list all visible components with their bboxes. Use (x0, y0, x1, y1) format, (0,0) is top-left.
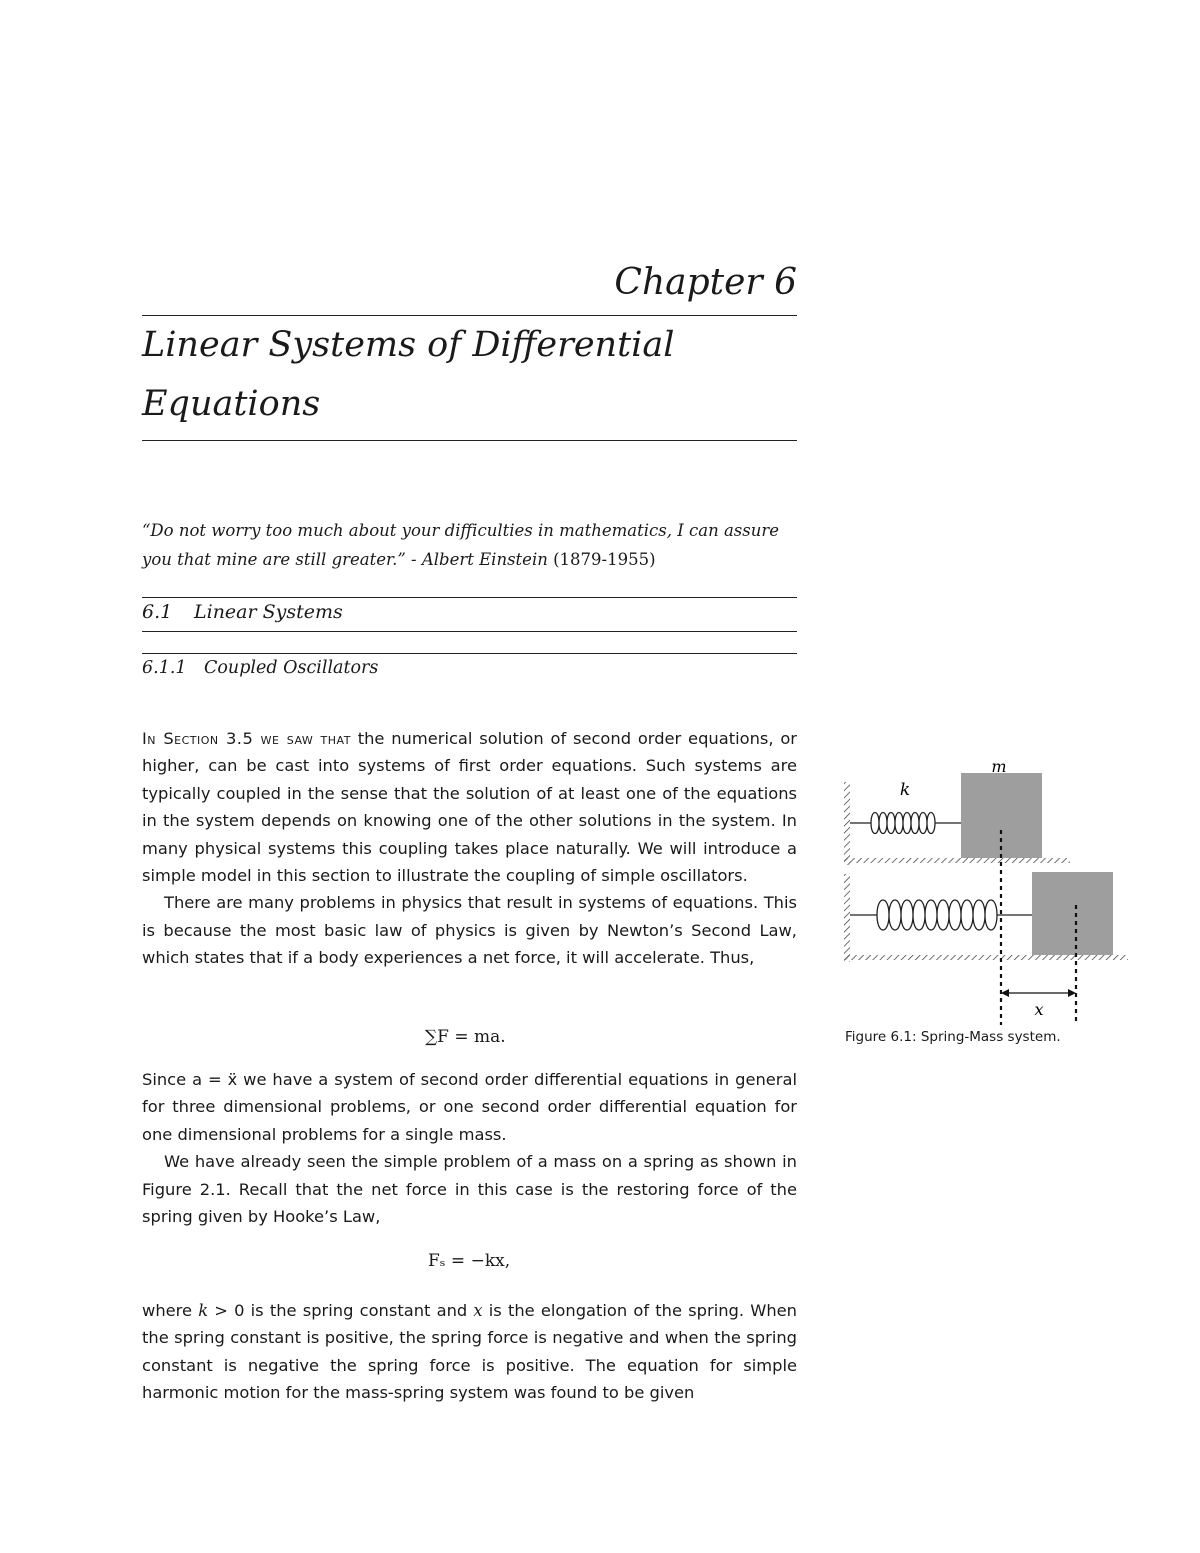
chapter-rule-bottom (142, 440, 797, 441)
paragraph-1-body: the numerical solution of second order equations, or higher, can be cast into systems of first order equations. Such systems are typically coupled in the sense that the solution of at least one of the equations in the system depends on knowing one of the other solutions in the system. In many physical systems this coupling takes place naturally. We will introduce a simple model in this section to illustrate the coupling of simple oscillators. (142, 729, 797, 886)
paragraph-2: There are many problems in physics that result in systems of equations. This is because the most basic law of physics is given by Newton’s Second Law, which states that if a body experiences a net force, it will accelerate. Thus, (142, 893, 797, 968)
subsection-number: 6.1.1 (142, 658, 187, 678)
figure-caption: Figure 6.1: Spring-Mass system. (845, 1029, 1061, 1045)
lower-spring-system (844, 872, 1128, 962)
spring-mass-figure (835, 375, 1135, 1025)
displacement-label: x (1034, 1000, 1044, 1019)
paragraph-1 (142, 725, 797, 889)
section-title: Linear Systems (194, 601, 343, 623)
subsection-title: Coupled Oscillators (204, 658, 379, 678)
paragraph-5-x: x (473, 1301, 483, 1320)
paragraph-5-part-b: > 0 is the spring constant and (208, 1301, 474, 1320)
paragraph-5-part-a: where (142, 1301, 199, 1320)
paragraph-4: We have already seen the simple problem of a mass on a spring as shown in Figure 2.1. Recall that the net force in this case is the restoring force of the spring given by Hooke’s Law, (142, 1152, 797, 1227)
paragraph-5 (142, 1297, 797, 1407)
paragraph-5-part-c: is the elongation of the spring. When the spring constant is positive, the spring force is negative and when the spring constant is negative the spring force is positive. The equation for simple harmonic motion for the mass-spring system was found to be given (142, 1301, 797, 1403)
epigraph (142, 516, 797, 574)
upper-spring (850, 813, 961, 834)
chapter-title-line-1: Linear Systems of Differential (142, 325, 675, 365)
spring-constant-label: k (899, 780, 911, 800)
paragraph-1-lead: In Section 3.5 we saw that (142, 729, 351, 748)
upper-mass (961, 773, 1042, 858)
body-block-2 (142, 1066, 797, 1230)
chapter-label: Chapter 6 (614, 262, 797, 303)
arrow-head-left (1001, 989, 1009, 997)
body-block-1 (142, 725, 797, 972)
chapter-rule-top (142, 315, 797, 316)
section-rule-top (142, 597, 797, 598)
chapter-title-line-2: Equations (142, 384, 321, 424)
upper-wall (844, 782, 850, 865)
paragraph-3: Since a = ẍ we have a system of second order differential equations in general for three dimensional problems, or one second order differential equation for one dimensional problems for a single mass. (142, 1070, 797, 1144)
arrow-head-right (1068, 989, 1076, 997)
epigraph-quote: “Do not worry too much about your difficulties in mathematics, I can assure you that mine are still greater.” (142, 521, 779, 569)
lower-floor (844, 955, 1128, 960)
equation-hooke: Fₛ = −kx, (428, 1251, 511, 1271)
mass-label: m (991, 757, 1007, 776)
body-block-3 (142, 1297, 797, 1407)
section-heading (142, 601, 343, 623)
lower-wall (844, 874, 850, 962)
lower-mass (1032, 872, 1113, 955)
upper-floor (844, 858, 1070, 863)
paragraph-5-k: k (198, 1301, 209, 1320)
subsection-rule (142, 653, 797, 654)
equation-newton: ∑F = ma. (425, 1027, 506, 1047)
lower-spring (850, 900, 1032, 930)
upper-spring-system (843, 380, 1070, 865)
section-number: 6.1 (142, 601, 173, 623)
epigraph-years: (1879-1955) (553, 550, 656, 569)
epigraph-attribution: - Albert Einstein (405, 550, 554, 569)
section-rule-bottom (142, 631, 797, 632)
subsection-heading (142, 658, 378, 678)
